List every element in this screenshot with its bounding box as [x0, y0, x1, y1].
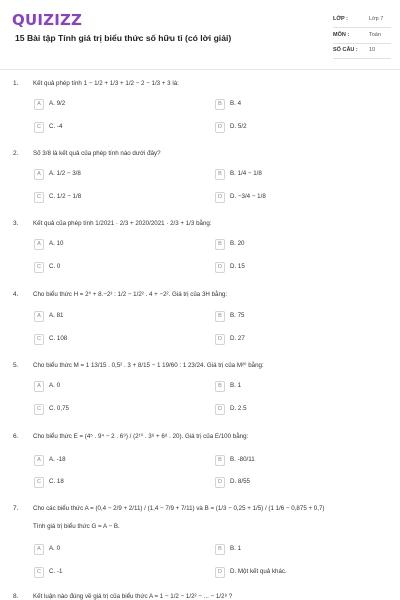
option-text: B. -80/11: [230, 456, 255, 463]
option-letter-box: C: [34, 192, 44, 203]
option-letter-box: B: [215, 455, 225, 466]
option-text: D. 8/55: [230, 478, 250, 485]
option-letter-box: C: [34, 477, 44, 488]
option-text: C. 0: [49, 263, 61, 270]
question-text: Cho các biểu thức A = (0,4 − 2/9 + 2/11) / (1,4 − 7/9 + 7/11) và B = (1/3 − 0,25 + 1/5) / (1 1/6 − 0,875 + 0,7): [33, 505, 325, 512]
option-text: A. 1/2 − 3/8: [49, 170, 81, 177]
option-a[interactable]: [34, 310, 194, 325]
option-c[interactable]: [34, 121, 194, 136]
option-letter-box: C: [34, 567, 44, 578]
option-letter-box: D: [215, 192, 225, 203]
option-letter-box: D: [215, 334, 225, 345]
option-letter-box: D: [215, 122, 225, 133]
option-text: A. -18: [49, 456, 66, 463]
option-text: B. 20: [230, 240, 245, 247]
option-text: D. 2.5: [230, 405, 247, 412]
option-text: B. 4: [230, 100, 242, 107]
question-number: 2.: [13, 150, 19, 157]
option-letter-box: C: [34, 334, 44, 345]
option-d[interactable]: [215, 191, 375, 206]
option-letter-box: D: [215, 404, 225, 415]
option-letter-box: B: [215, 239, 225, 250]
option-letter-box: B: [215, 381, 225, 392]
option-text: D. Một kết quả khác.: [230, 568, 287, 575]
meta-value: Lớp 7: [369, 16, 384, 22]
option-letter-box: A: [34, 455, 44, 466]
divider: [333, 58, 391, 59]
option-c[interactable]: [34, 191, 194, 206]
option-text: C. 1/2 − 1/8: [49, 193, 82, 200]
option-text: C. 18: [49, 478, 64, 485]
option-letter-box: B: [215, 311, 225, 322]
option-d[interactable]: [215, 333, 375, 348]
option-b[interactable]: [215, 238, 375, 253]
option-a[interactable]: [34, 543, 194, 558]
option-text: B. 1/4 − 1/8: [230, 170, 262, 177]
option-letter-box: B: [215, 544, 225, 555]
option-letter-box: D: [215, 567, 225, 578]
option-b[interactable]: [215, 543, 375, 558]
option-c[interactable]: [34, 476, 194, 491]
question-text: Cho biểu thức E = (4⁵ . 9⁴ − 2 . 6⁹) / (2¹⁰ . 3⁸ + 6⁸ . 20). Giá trị của E/100 bằng:: [33, 433, 249, 440]
divider: [333, 27, 391, 28]
option-text: C. 108: [49, 335, 68, 342]
question-number: 6.: [13, 433, 19, 440]
question-text: Kết luận nào đúng về giá trị của biểu thức A = 1 − 1/2 − 1/2² − ... − 1/2⁸ ?: [33, 593, 233, 600]
option-a[interactable]: [34, 238, 194, 253]
option-letter-box: A: [34, 311, 44, 322]
meta-label: SỐ CÂU :: [333, 47, 358, 53]
option-a[interactable]: [34, 168, 194, 183]
option-b[interactable]: [215, 168, 375, 183]
option-b[interactable]: [215, 454, 375, 469]
option-a[interactable]: [34, 454, 194, 469]
option-letter-box: D: [215, 477, 225, 488]
quizizz-logo: QUIZIZZ: [12, 11, 83, 29]
question-text: Kết quả của phép tính 1/2021 · 2/3 + 2020/2021 · 2/3 + 1/3 bằng:: [33, 220, 212, 227]
question-number: 3.: [13, 220, 19, 227]
meta-value: Toán: [369, 32, 381, 38]
divider: [333, 43, 391, 44]
option-letter-box: A: [34, 381, 44, 392]
header: [0, 0, 400, 70]
option-letter-box: A: [34, 99, 44, 110]
question-number: 5.: [13, 362, 19, 369]
option-text: C. -4: [49, 123, 63, 130]
question-number: 4.: [13, 291, 19, 298]
option-text: A. 0: [49, 382, 61, 389]
option-text: B. 75: [230, 312, 245, 319]
option-letter-box: B: [215, 99, 225, 110]
option-text: A. 81: [49, 312, 64, 319]
option-letter-box: D: [215, 262, 225, 273]
meta-label: LỚP :: [333, 16, 348, 22]
option-a[interactable]: [34, 98, 194, 113]
option-letter-box: C: [34, 262, 44, 273]
option-d[interactable]: [215, 566, 375, 581]
option-c[interactable]: [34, 333, 194, 348]
option-a[interactable]: [34, 380, 194, 395]
question-number: 1.: [13, 80, 19, 87]
option-b[interactable]: [215, 98, 375, 113]
question-text: Cho biểu thức H = 2⁰ + 8.−2³ : 1/2 − 1/2² . 4 + −2². Giá trị của 3H bằng:: [33, 291, 228, 298]
question-text: Số 3/8 là kết quả của phép tính nào dưới đây?: [33, 150, 161, 157]
document-title: 15 Bài tập Tính giá trị biểu thức số hữu tỉ (có lời giải): [15, 33, 232, 43]
option-text: A. 0: [49, 545, 61, 552]
option-c[interactable]: [34, 261, 194, 276]
option-text: C. -1: [49, 568, 63, 575]
option-letter-box: C: [34, 122, 44, 133]
question-number: 7.: [13, 505, 19, 512]
question-number: 8.: [13, 593, 19, 600]
meta-label: MÔN :: [333, 32, 350, 38]
question-text: Kết quả phép tính 1 − 1/2 + 1/3 + 1/2 − 2 − 1/3 + 3 là:: [33, 80, 179, 87]
option-text: C. 0,75: [49, 405, 69, 412]
option-b[interactable]: [215, 380, 375, 395]
option-letter-box: A: [34, 239, 44, 250]
option-text: B. 1: [230, 545, 242, 552]
option-d[interactable]: [215, 121, 375, 136]
option-text: D. 27: [230, 335, 245, 342]
option-text: D. 15: [230, 263, 245, 270]
option-text: A. 10: [49, 240, 64, 247]
option-b[interactable]: [215, 310, 375, 325]
option-text: B. 1: [230, 382, 242, 389]
option-letter-box: C: [34, 404, 44, 415]
option-text: D. −3/4 − 1/8: [230, 193, 266, 200]
option-letter-box: B: [215, 169, 225, 180]
option-c[interactable]: [34, 403, 194, 418]
question-text: Cho biểu thức M = 1 13/15 . 0,5² . 3 + 8/15 − 1 19/60 : 1 23/24. Giá trị của M²⁰ bằng:: [33, 362, 264, 369]
question-subtext: Tính giá trị biểu thức G = A − B.: [33, 523, 120, 530]
meta-value: 10: [369, 47, 376, 53]
option-letter-box: A: [34, 544, 44, 555]
option-text: D. 5/2: [230, 123, 247, 130]
option-c[interactable]: [34, 566, 194, 581]
option-d[interactable]: [215, 261, 375, 276]
option-letter-box: A: [34, 169, 44, 180]
option-d[interactable]: [215, 403, 375, 418]
option-text: A. 9/2: [49, 100, 66, 107]
option-d[interactable]: [215, 476, 375, 491]
